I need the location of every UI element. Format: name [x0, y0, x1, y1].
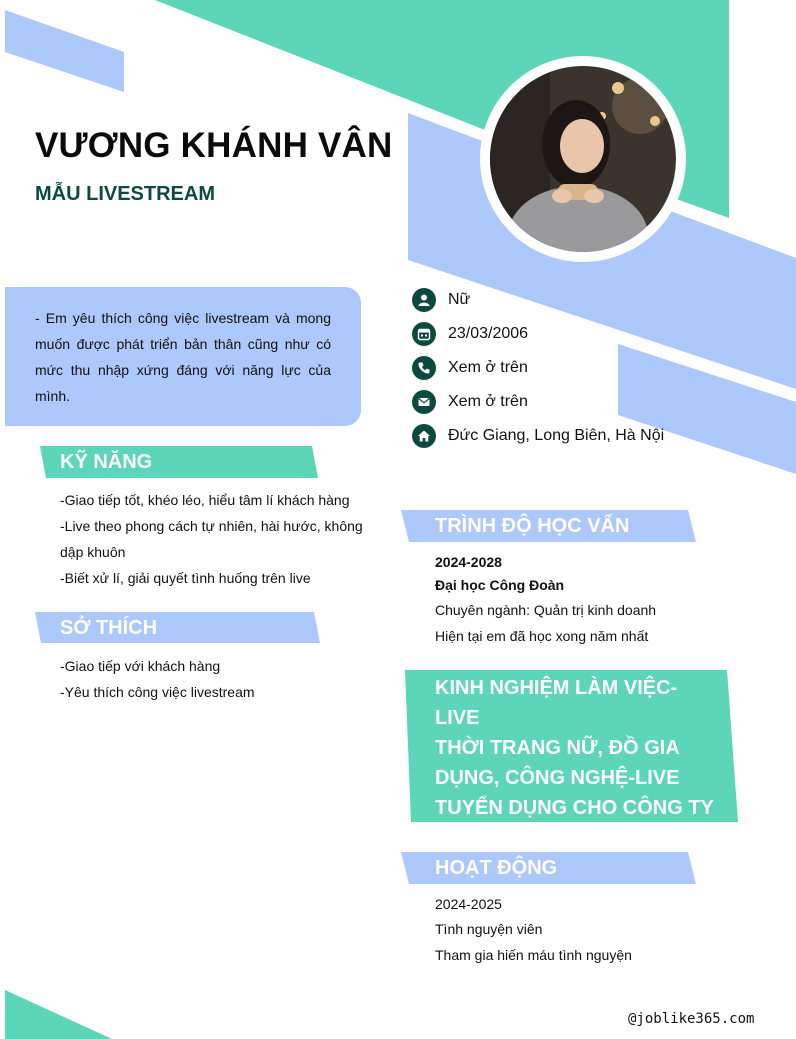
experience-heading-line: TUYỂN DỤNG CHO CÔNG TY: [435, 797, 714, 819]
experience-heading-line: DỤNG, CÔNG NGHỆ-LIVE: [435, 767, 680, 789]
education-note: Hiện tại em đã học xong năm nhất: [435, 628, 649, 644]
hobby-line: -Giao tiếp với khách hàng: [60, 658, 221, 674]
avatar: [490, 66, 676, 252]
position-title: MẪU LIVESTREAM: [35, 183, 215, 205]
candidate-name: VƯƠNG KHÁNH VÂN: [35, 126, 393, 165]
calendar-icon: [412, 322, 436, 346]
contact-address: [412, 423, 664, 449]
experience-heading-line: THỜI TRANG NỮ, ĐỒ GIA: [435, 737, 680, 759]
contact-gender: [412, 287, 470, 313]
contact-birthday: [412, 321, 528, 347]
gender-value: Nữ: [448, 291, 471, 308]
home-icon: [412, 424, 436, 448]
skill-line: -Live theo phong cách tự nhiên, hài hước, không: [60, 518, 363, 534]
portrait-photo-icon: [490, 66, 676, 252]
activity-detail: Tham gia hiến máu tình nguyện: [435, 947, 632, 963]
skill-line: -Biết xử lí, giải quyết tình huống trên live: [60, 570, 311, 586]
skill-line: dập khuôn: [60, 544, 126, 560]
activities-heading: HOẠT ĐỘNG: [435, 857, 558, 879]
person-icon: [412, 288, 436, 312]
experience-heading: [435, 673, 720, 853]
hobby-line: -Yêu thích công việc livestream: [60, 684, 255, 700]
blue-top-left-stripe: [5, 10, 124, 92]
intro-text: - Em yêu thích công việc livestream và mong muốn được phát triển bản thân cũng như có mức thu nhập xứng đáng với năng lực của mình.: [35, 310, 331, 404]
education-major: Chuyên ngành: Quản trị kinh doanh: [435, 602, 657, 618]
experience-heading-line: SKT VINA: [435, 827, 529, 849]
activity-role: Tình nguyện viên: [435, 921, 543, 937]
skill-line: -Giao tiếp tốt, khéo léo, hiểu tâm lí khách hàng: [60, 492, 350, 508]
activity-period: 2024-2025: [435, 896, 502, 912]
mail-icon: [412, 390, 436, 414]
hobbies-heading: SỞ THÍCH: [60, 617, 158, 639]
skills-heading: KỸ NĂNG: [60, 451, 153, 473]
intro-box: [5, 287, 361, 426]
education-heading: TRÌNH ĐỘ HỌC VẤN: [435, 515, 630, 537]
teal-bottom-left-corner: [5, 990, 112, 1039]
phone-value: Xem ở trên: [448, 359, 528, 376]
address-value: Đức Giang, Long Biên, Hà Nội: [448, 427, 665, 444]
email-value: Xem ở trên: [448, 393, 528, 410]
education-period: 2024-2028: [435, 554, 502, 570]
contact-email: [412, 389, 528, 415]
phone-icon: [412, 356, 436, 380]
contact-phone: [412, 355, 528, 381]
education-school: Đại học Công Đoàn: [435, 577, 565, 593]
experience-heading-line: KINH NGHIỆM LÀM VIỆC-LIVE: [435, 677, 678, 729]
birthday-value: 23/03/2006: [448, 325, 529, 342]
footer-handle: @joblike365.com: [628, 1011, 755, 1027]
